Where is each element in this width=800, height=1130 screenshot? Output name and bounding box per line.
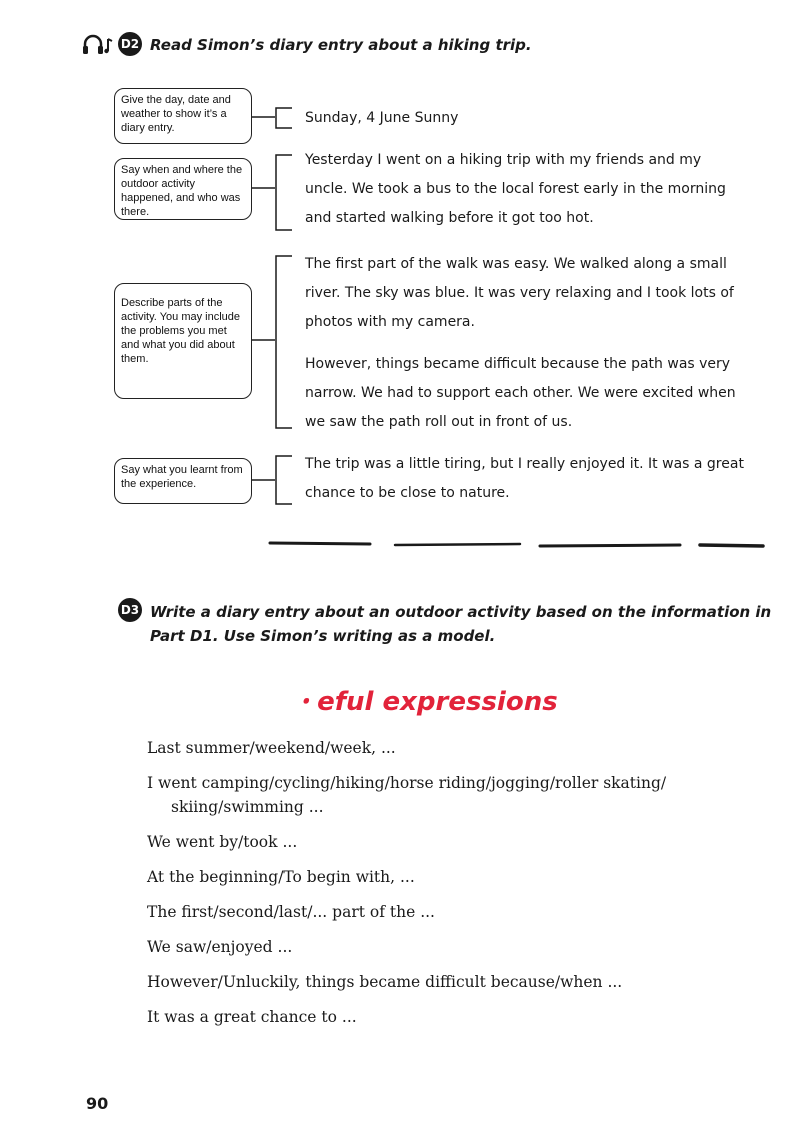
page-number: 90 (86, 1094, 109, 1113)
d2-instruction: Read Simon’s diary entry about a hiking trip. (150, 36, 532, 54)
list-item: I went camping/cycling/hiking/horse riding/jogging/roller skating/ skiing/swimming ... (147, 774, 667, 816)
list-item: However/Unluckily, things became difficult because/when ... (147, 973, 623, 991)
useful-expressions-title: ꞏ eful expressions (300, 687, 558, 717)
annotation-box-learnt: Say what you learnt from the experience. (114, 458, 252, 504)
list-item: The first/second/last/... part of the ... (147, 903, 435, 921)
list-item: Last summer/weekend/week, ... (147, 739, 396, 757)
diary-date-line: Sunday, 4 June Sunny (305, 110, 459, 126)
diary-paragraph-4: The trip was a little tiring, but I really enjoyed it. It was a great chance to be close to nature. (305, 456, 744, 501)
section-badge-d3: D3 (118, 598, 142, 622)
list-item: We saw/enjoyed ... (147, 938, 293, 956)
annotation-box-date: Give the day, date and weather to show it’s a diary entry. (114, 88, 252, 144)
list-item: It was a great chance to ... (147, 1008, 357, 1026)
annotation-box-describe: Describe parts of the activity. You may include the problems you met and what you did about them. (114, 283, 252, 399)
section-divider (270, 543, 763, 546)
d3-instruction: Write a diary entry about an outdoor activity based on the information in Part D1. Use Simon’s writing as a model. (150, 603, 772, 645)
list-item: We went by/took ... (147, 833, 298, 851)
useful-expressions-list (147, 736, 747, 1040)
diary-paragraph-2: The first part of the walk was easy. We walked along a small river. The sky was blue. It was very relaxing and I took lots of photos with my camera. (305, 256, 734, 330)
section-badge-d2: D2 (118, 32, 142, 56)
diary-paragraph-3: However, things became difficult because the path was very narrow. We had to support each other. We were excited when we saw the path roll out in front of us. (305, 356, 736, 430)
annotation-box-when-where: Say when and where the outdoor activity happened, and who was there. (114, 158, 252, 220)
list-item: At the beginning/To begin with, ... (147, 868, 415, 886)
diary-paragraph-1: Yesterday I went on a hiking trip with my friends and my uncle. We took a bus to the local forest early in the morning and started walking before it got too hot. (305, 152, 726, 226)
